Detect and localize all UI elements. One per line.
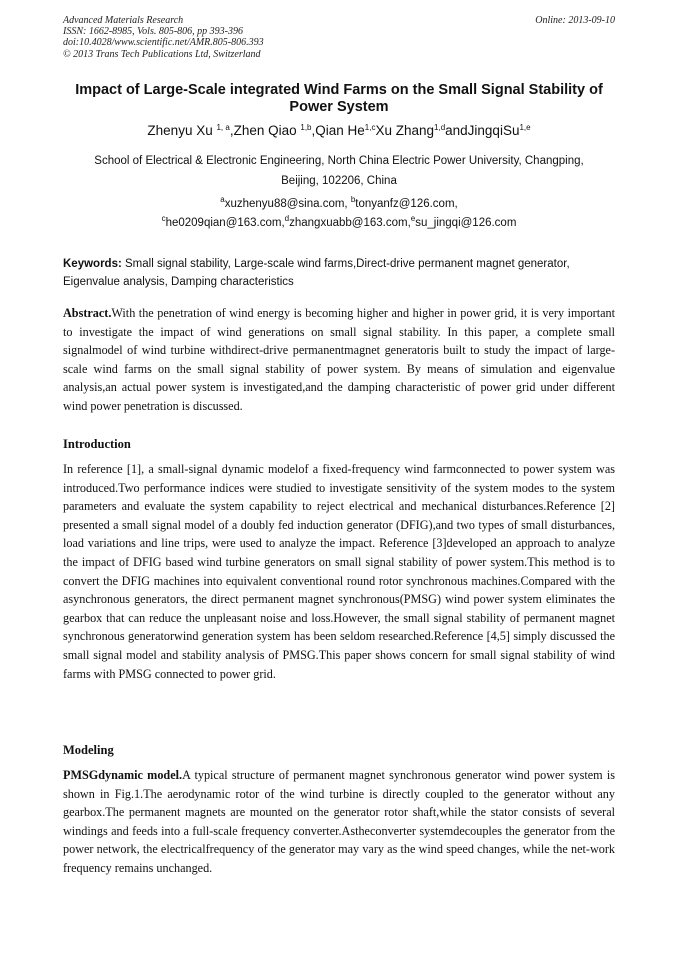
online-date: Online: 2013-09-10 (535, 15, 615, 26)
journal-header (63, 15, 615, 60)
section-heading-introduction: Introduction (63, 437, 131, 451)
affiliation-line: School of Electrical & Electronic Engineering, North China Electric Power University, Changping, (94, 155, 584, 167)
introduction-text: In reference [1], a small-signal dynamic modelof a fixed-frequency wind farmconnected to power system was introduced.Two performance indices were studied to investigate sensitivity of the system modes to the system parameters and evaluate the system capability to reject electrical and mechanical disturbances.Reference [2] presented a small signal model of a doubly fed induction generator (DFIG),and two types of small disturbances, load variations and line trips, were used to analyze the impact. Reference [3]developed an approach to analyze the impact of DFIG based wind turbine generators on small signal stability of power system.This method is to convert the DFIG machines into equivalent conventional round rotor synchronous machines.Compared with the asynchronous generators, the direct permanent magnet synchronous(PMSG) wind power system eliminates the gearbox that can reduce the unpleasant noise and loss.However, the small signal stability of permanent magnet synchronous generatorwind generation system has been seldom researched.Reference [4,5] simply discussed the small signal model and stability analysis of PMSG.This paper shows concern for small signal stability of wind farms with PMSG connected to power grid. (63, 462, 615, 681)
paper-title: Impact of Large-Scale integrated Wind Farms on the Small Signal Stability of Power System (75, 82, 603, 115)
keywords-label: Keywords: (63, 258, 122, 270)
email-link: he0209qian@163.com, (165, 217, 285, 229)
affiliation (63, 151, 615, 191)
journal-copyright: © 2013 Trans Tech Publications Ltd, Switzerland (63, 48, 261, 60)
subsection-label: PMSGdynamic model. (63, 768, 183, 782)
author-separator: , (229, 123, 234, 138)
author-affiliation-mark: 1,b (300, 123, 312, 132)
keywords-text: Small signal stability, Large-scale wind farms,Direct-drive permanent magnet generator, Eigenvalue analysis, Damping characteristics (63, 258, 570, 288)
email-mark: c (161, 214, 166, 223)
modeling-paragraph (63, 766, 615, 878)
modeling-text: A typical structure of permanent magnet synchronous generator wind power system is shown in Fig.1.The aerodynamic rotor of the wind turbine is directly coupled to the generator without any gearbox.The permanent magnets are mounted on the generator rotor shaft,while the stator consists of several windings and feeds into a full-scale frequency converter.Astheconverter systemdecouples the generator from the power network, the electricalfrequency of the generator may vary as the wind speed changes, while the net-work frequency remains unchanged. (63, 768, 616, 875)
author-affiliation-mark: 1,e (519, 123, 531, 132)
author-affiliation-mark: 1,c (364, 123, 376, 132)
journal-issn: ISSN: 1662-8985, Vols. 805-806, pp 393-396 (63, 26, 243, 38)
abstract-label: Abstract. (63, 306, 112, 320)
section-heading-modeling: Modeling (63, 743, 114, 757)
abstract-text: With the penetration of wind energy is becoming higher and higher in power grid, it is very important to investigate the impact of wind generations on small signal stability. In this paper, a complete small signalmodel of wind turbine withdirect-drive permanentmagnet generatoris built to study the impact of large-scale wind farms on the small signal stability of power system. By means of simulation and eigenvalue analysis,an actual power system is investigated,and the damping characteristic of power grid under different wind power penetration is discussed. (63, 306, 615, 413)
author-name: andJingqiSu (445, 123, 520, 138)
email-mark: d (284, 214, 290, 223)
author-list (63, 122, 615, 140)
author-emails (63, 195, 615, 233)
author-name: Xu Zhang (375, 123, 435, 138)
email-link: xuzhenyu88@sina.com, (224, 198, 351, 210)
keywords (63, 255, 615, 291)
abstract (63, 304, 615, 416)
email-link: tonyanfz@126.com, (355, 198, 458, 210)
email-mark: b (350, 195, 356, 204)
affiliation-line: Beijing, 102206, China (281, 175, 397, 187)
journal-name: Advanced Materials Research (63, 15, 184, 26)
journal-doi: doi:10.4028/www.scientific.net/AMR.805-806.393 (63, 37, 264, 49)
author-name: Zhen Qiao (233, 123, 301, 138)
author-name: Qian He (315, 123, 365, 138)
email-link: zhangxuabb@163.com, (289, 217, 411, 229)
author-affiliation-mark: 1,d (434, 123, 446, 132)
author-separator: , (311, 123, 316, 138)
author-affiliation-mark: 1, a (216, 123, 230, 132)
email-mark: e (410, 214, 416, 223)
author-name: Zhenyu Xu (147, 123, 217, 138)
email-mark: a (220, 195, 225, 204)
email-link: su_jingqi@126.com (415, 217, 517, 229)
